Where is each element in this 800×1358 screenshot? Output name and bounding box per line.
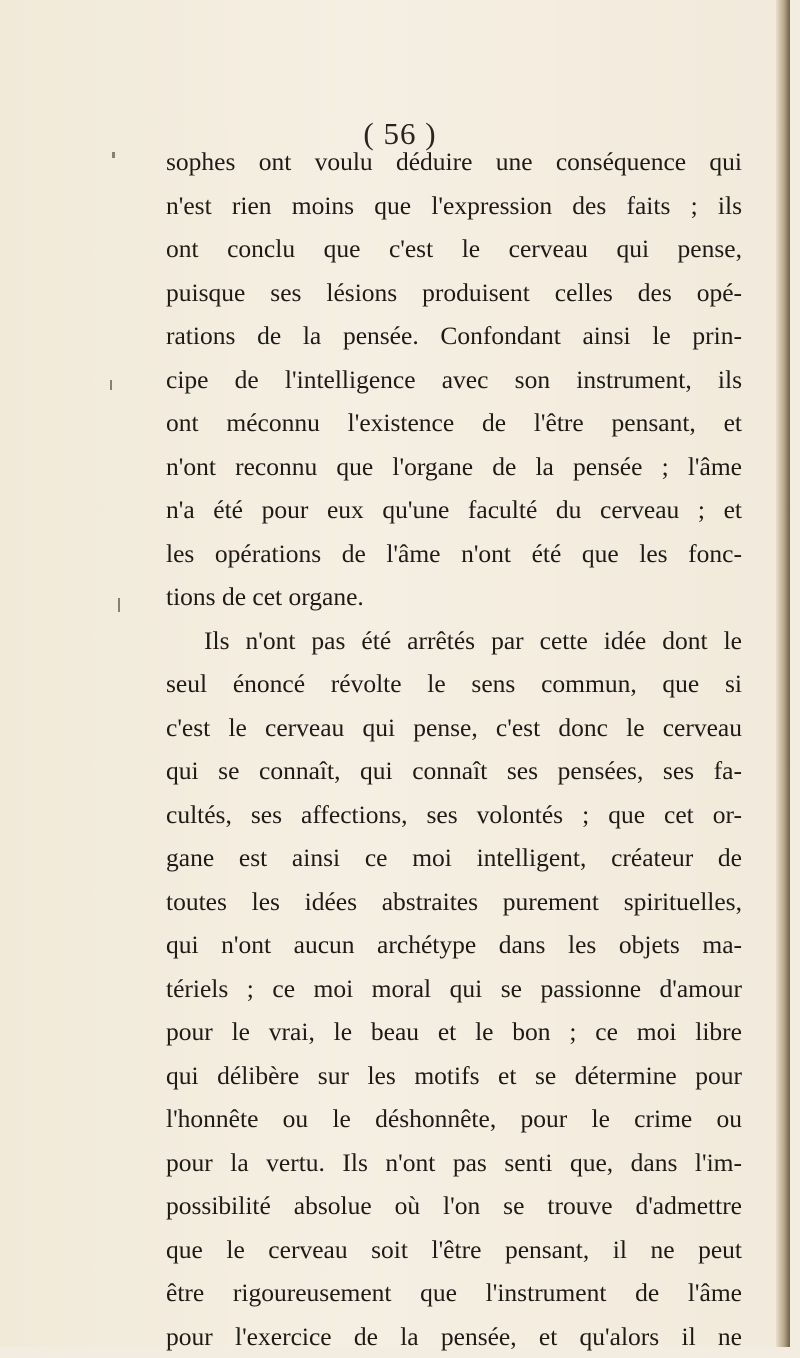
text-line: rations de la pensée. Confondant ainsi le prin- — [166, 314, 742, 358]
text-line: n'ont reconnu que l'organe de la pensée ; l'âme — [166, 445, 742, 489]
text-line: les opérations de l'âme n'ont été que les fonc- — [166, 532, 742, 576]
text-line: toutes les idées abstraites purement spirituelles, — [166, 880, 742, 924]
text-line: ont conclu que c'est le cerveau qui pense, — [166, 227, 742, 271]
text-line: possibilité absolue où l'on se trouve d'admettre — [166, 1184, 742, 1228]
text-line: qui délibère sur les motifs et se détermine pour — [166, 1054, 742, 1098]
text-line: puisque ses lésions produisent celles des opé- — [166, 271, 742, 315]
text-line: que le cerveau soit l'être pensant, il ne peut — [166, 1228, 742, 1272]
text-line: cipe de l'intelligence avec son instrument, ils — [166, 358, 742, 402]
margin-speck — [118, 598, 120, 612]
text-line: Ils n'ont pas été arrêtés par cette idée dont le — [166, 619, 742, 663]
text-line: pour l'exercice de la pensée, et qu'alors il ne — [166, 1315, 742, 1358]
text-line: tions de cet organe. — [166, 575, 742, 619]
text-line: sophes ont voulu déduire une conséquence qui — [166, 140, 742, 184]
text-line: seul énoncé révolte le sens commun, que si — [166, 662, 742, 706]
text-line: pour le vrai, le beau et le bon ; ce moi libre — [166, 1010, 742, 1054]
text-line: tériels ; ce moi moral qui se passionne d'amour — [166, 967, 742, 1011]
page-edge-shadow — [776, 0, 790, 1347]
text-line: c'est le cerveau qui pense, c'est donc le cerveau — [166, 706, 742, 750]
text-line: être rigoureusement que l'instrument de l'âme — [166, 1271, 742, 1315]
text-line: qui se connaît, qui connaît ses pensées, ses fa- — [166, 749, 742, 793]
page-number: ( 56 ) — [0, 116, 800, 152]
margin-speck — [110, 380, 112, 390]
text-line: ont méconnu l'existence de l'être pensant, et — [166, 401, 742, 445]
text-line: pour la vertu. Ils n'ont pas senti que, dans l'im- — [166, 1141, 742, 1185]
body-text — [166, 140, 742, 1358]
text-line: qui n'ont aucun archétype dans les objets ma- — [166, 923, 742, 967]
text-line: gane est ainsi ce moi intelligent, créateur de — [166, 836, 742, 880]
text-line: n'a été pour eux qu'une faculté du cerveau ; et — [166, 488, 742, 532]
text-line: n'est rien moins que l'expression des faits ; ils — [166, 184, 742, 228]
margin-speck — [112, 152, 115, 158]
text-line: l'honnête ou le déshonnête, pour le crime ou — [166, 1097, 742, 1141]
text-line: cultés, ses affections, ses volontés ; que cet or- — [166, 793, 742, 837]
